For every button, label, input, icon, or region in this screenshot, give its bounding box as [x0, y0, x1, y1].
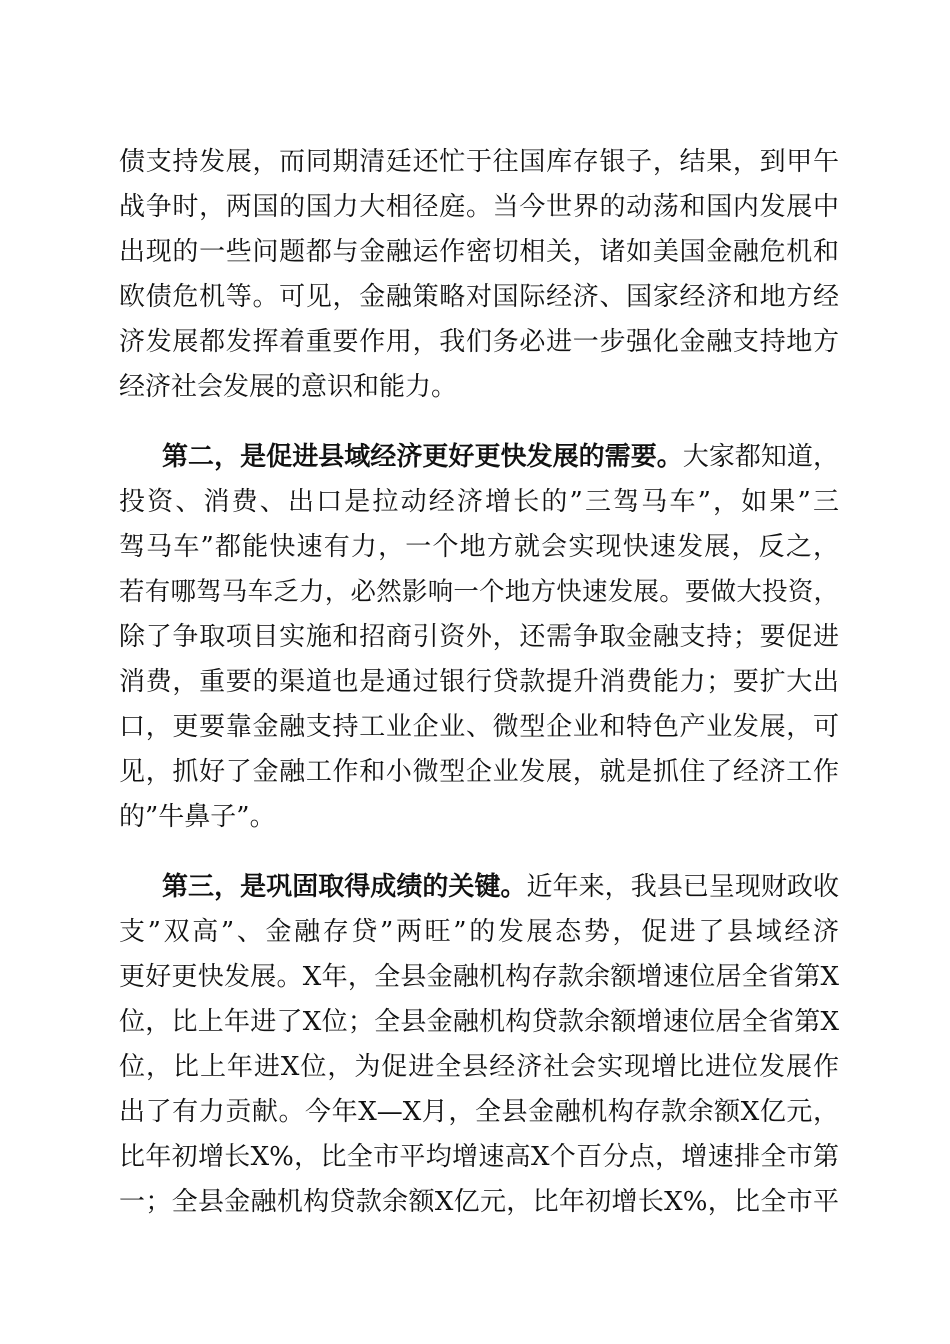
paragraph-line: 的”牛鼻子”。 — [119, 802, 276, 832]
paragraph-line: 出现的一些问题都与金融运作密切相关，诸如美国金融危机和 — [119, 237, 839, 267]
paragraph-line: 比年初增长X%，比全市平均增速高X个百分点，增速排全市第 — [119, 1142, 839, 1172]
paragraph-2 — [119, 435, 839, 840]
paragraph-gap — [119, 840, 839, 865]
paragraph-gap — [119, 410, 839, 435]
paragraph-line: 若有哪驾马车乏力，必然影响一个地方快速发展。要做大投资， — [119, 577, 839, 607]
paragraph-line: 出了有力贡献。今年X—X月，全县金融机构存款余额X亿元， — [119, 1097, 839, 1127]
paragraph-first-line-text: 近年来，我县已呈现财政收 — [526, 872, 839, 902]
paragraph-line: 经济社会发展的意识和能力。 — [119, 372, 458, 402]
paragraph-line: 消费，重要的渠道也是通过银行贷款提升消费能力；要扩大出 — [119, 667, 839, 697]
paragraph-line: 驾马车”都能快速有力，一个地方就会实现快速发展，反之， — [119, 532, 839, 562]
paragraph-first-line-text: 大家都知道， — [682, 442, 839, 472]
paragraph-lead: 第二，是促进县域经济更好更快发展的需要。 — [162, 442, 683, 472]
document-body — [119, 140, 839, 1225]
paragraph-line: 债支持发展，而同期清廷还忙于往国库存银子，结果，到甲午 — [119, 147, 839, 177]
paragraph-first-line — [119, 865, 839, 910]
paragraph-line: 见，抓好了金融工作和小微型企业发展，就是抓住了经济工作 — [119, 757, 839, 787]
paragraph-line: 一；全县金融机构贷款余额X亿元，比年初增长X%，比全市平 — [119, 1187, 839, 1217]
paragraph-line: 位，比上年进X位，为促进全县经济社会实现增比进位发展作 — [119, 1052, 839, 1082]
paragraph-line: 战争时，两国的国力大相径庭。当今世界的动荡和国内发展中 — [119, 192, 839, 222]
paragraph-line: 口，更要靠金融支持工业企业、微型企业和特色产业发展，可 — [119, 712, 839, 742]
paragraph-first-line — [119, 435, 839, 480]
paragraph-line: 支”双高”、金融存贷”两旺”的发展态势，促进了县域经济 — [119, 917, 839, 947]
paragraph-3 — [119, 865, 839, 1225]
paragraph-line: 欧债危机等。可见，金融策略对国际经济、国家经济和地方经 — [119, 282, 839, 312]
paragraph-line: 济发展都发挥着重要作用，我们务必进一步强化金融支持地方 — [119, 327, 839, 357]
paragraph-line: 除了争取项目实施和招商引资外，还需争取金融支持；要促进 — [119, 622, 839, 652]
paragraph-1 — [119, 140, 839, 410]
paragraph-line: 更好更快发展。X年，全县金融机构存款余额增速位居全省第X — [119, 962, 839, 992]
paragraph-line: 位，比上年进了X位；全县金融机构贷款余额增速位居全省第X — [119, 1007, 839, 1037]
paragraph-line: 投资、消费、出口是拉动经济增长的”三驾马车”，如果”三 — [119, 487, 839, 517]
paragraph-lead: 第三，是巩固取得成绩的关键。 — [162, 872, 527, 902]
